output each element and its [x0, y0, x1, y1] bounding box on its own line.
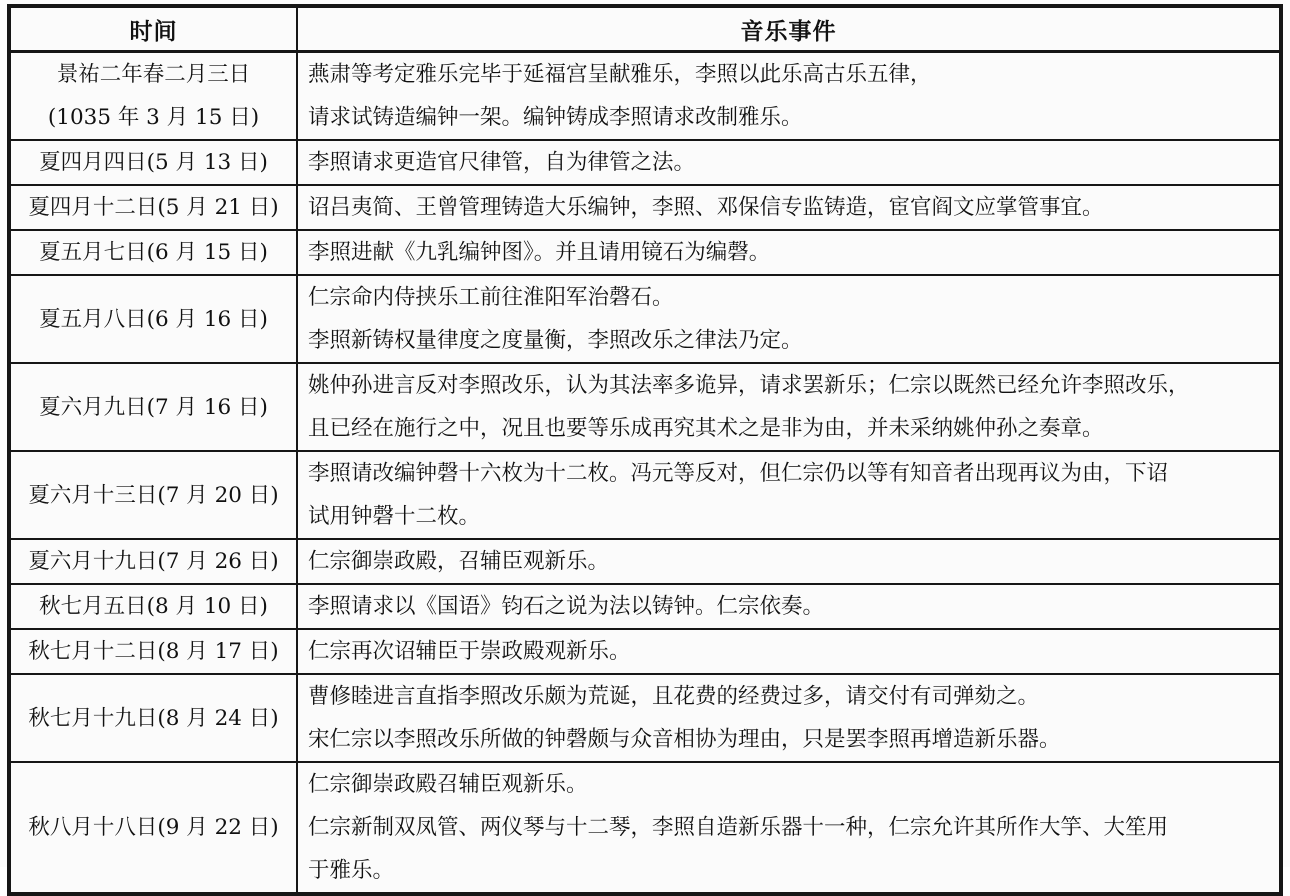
event-line: 姚仲孙进言反对李照改乐，认为其法率多诡异，请求罢新乐；仁宗以既然已经允许李照改乐，	[308, 373, 1190, 398]
time-line: 夏五月七日(6 月 15 日)	[39, 240, 268, 265]
table-body	[9, 52, 1281, 895]
time-cell	[9, 629, 297, 674]
time-cell	[9, 451, 297, 539]
table-row	[9, 185, 1281, 230]
event-cell	[297, 230, 1281, 275]
event-line: 仁宗命内侍挟乐工前往淮阳军治磬石。	[308, 285, 674, 310]
time-line: 夏六月十九日(7 月 26 日)	[28, 549, 279, 574]
event-line: 李照新铸权量律度之度量衡，李照改乐之律法乃定。	[308, 328, 803, 353]
table-row	[9, 629, 1281, 674]
time-line: 秋七月五日(8 月 10 日)	[39, 594, 268, 619]
event-line: 试用钟磬十二枚。	[308, 504, 481, 529]
table-row	[9, 363, 1281, 451]
event-line: 于雅乐。	[308, 858, 395, 883]
timeline-table	[7, 4, 1283, 896]
time-cell	[9, 363, 297, 451]
time-cell	[9, 140, 297, 185]
table-row	[9, 451, 1281, 539]
event-line: 且已经在施行之中，况且也要等乐成再究其术之是非为由，并未采纳姚仲孙之奏章。	[308, 416, 1104, 441]
table-row	[9, 52, 1281, 141]
event-line: 请求试铸造编钟一架。编钟铸成李照请求改制雅乐。	[308, 105, 803, 130]
event-cell	[297, 762, 1281, 894]
event-cell	[297, 275, 1281, 363]
event-line: 曹修睦进言直指李照改乐颇为荒诞，且花费的经费过多，请交付有司弹劾之。	[308, 684, 1040, 709]
event-line: 李照请改编钟磬十六枚为十二枚。冯元等反对，但仁宗仍以等有知音者出现再议为由，下诏	[308, 461, 1169, 486]
time-cell	[9, 230, 297, 275]
table-row	[9, 230, 1281, 275]
header-time: 时间	[9, 6, 297, 52]
event-cell	[297, 363, 1281, 451]
table-row	[9, 275, 1281, 363]
time-line: 夏四月四日(5 月 13 日)	[39, 150, 268, 175]
event-cell	[297, 629, 1281, 674]
event-line: 燕肃等考定雅乐完毕于延福宫呈献雅乐，李照以此乐高古乐五律，	[308, 62, 932, 87]
time-line: 秋八月十八日(9 月 22 日)	[28, 815, 279, 840]
table-row	[9, 140, 1281, 185]
event-line: 诏吕夷简、王曾管理铸造大乐编钟，李照、邓保信专监铸造，宦官阎文应掌管事宜。	[308, 195, 1104, 220]
time-line: 秋七月十二日(8 月 17 日)	[28, 639, 279, 664]
table-row	[9, 762, 1281, 894]
event-cell	[297, 674, 1281, 762]
time-cell	[9, 674, 297, 762]
event-line: 仁宗新制双凤管、两仪琴与十二琴，李照自造新乐器十一种，仁宗允许其所作大竽、大笙用	[308, 815, 1169, 840]
event-cell	[297, 185, 1281, 230]
time-cell	[9, 185, 297, 230]
event-cell	[297, 140, 1281, 185]
time-line: 夏六月十三日(7 月 20 日)	[28, 482, 279, 508]
table-row	[9, 674, 1281, 762]
time-cell	[9, 275, 297, 363]
event-line: 宋仁宗以李照改乐所做的钟磬颇与众音相协为理由，只是罢李照再增造新乐器。	[308, 727, 1061, 752]
time-cell	[9, 584, 297, 629]
event-line: 李照请求以《国语》钧石之说为法以铸钟。仁宗依奏。	[308, 594, 825, 619]
table-row	[9, 584, 1281, 629]
event-cell	[297, 584, 1281, 629]
event-line: 仁宗御崇政殿，召辅臣观新乐。	[308, 549, 610, 574]
table-header	[9, 6, 1281, 52]
event-line: 李照进献《九乳编钟图》。并且请用镜石为编磬。	[308, 240, 771, 265]
time-line: 景祐二年春二月三日	[56, 62, 251, 87]
event-cell	[297, 52, 1281, 141]
time-cell	[9, 539, 297, 584]
event-line: 李照请求更造官尺律管，自为律管之法。	[308, 150, 696, 175]
time-line: 夏四月十二日(5 月 21 日)	[28, 195, 279, 220]
event-cell	[297, 451, 1281, 539]
time-line: (1035 年 3 月 15 日)	[47, 105, 260, 130]
event-line: 仁宗御崇政殿召辅臣观新乐。	[308, 772, 588, 797]
header-event: 音乐事件	[297, 6, 1281, 52]
time-cell	[9, 762, 297, 894]
header-row	[9, 6, 1281, 52]
time-line: 秋七月十九日(8 月 24 日)	[28, 705, 279, 731]
time-cell	[9, 52, 297, 141]
time-line: 夏六月九日(7 月 16 日)	[39, 394, 268, 420]
table-row	[9, 539, 1281, 584]
event-cell	[297, 539, 1281, 584]
event-line: 仁宗再次诏辅臣于崇政殿观新乐。	[308, 639, 631, 664]
time-line: 夏五月八日(6 月 16 日)	[39, 306, 268, 332]
